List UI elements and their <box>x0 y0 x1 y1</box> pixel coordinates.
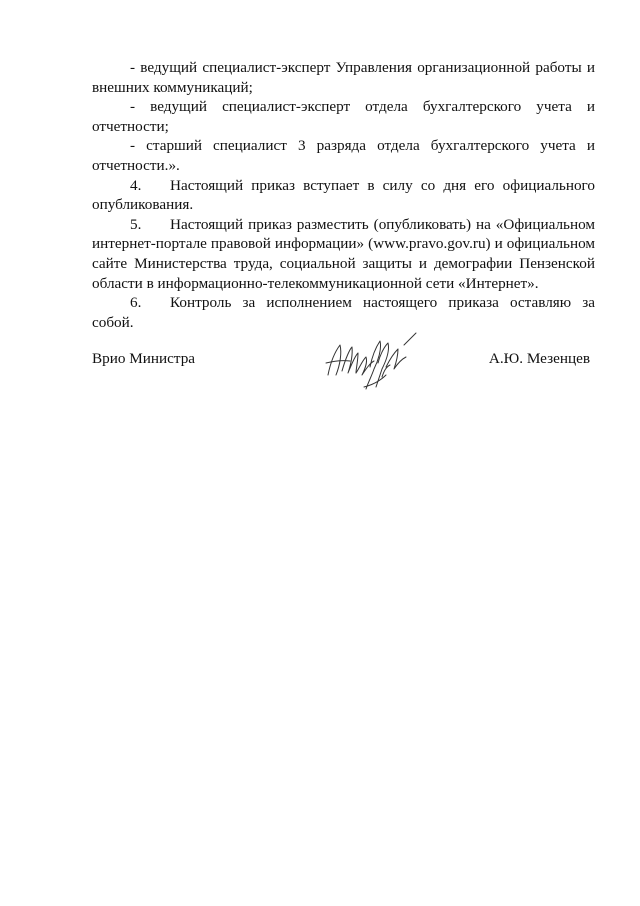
clause-number: 6. <box>130 294 142 312</box>
clause-text: Настоящий приказ вступает в силу со дня его официального опубликования. <box>92 176 595 214</box>
clause-number: 5. <box>130 215 142 233</box>
clause-number: 4. <box>130 176 142 194</box>
clause-text: Настоящий приказ разместить (опубликовать) на «Официальном интернет-портале правовой информации» (www.pravo.gov.ru) и официальном сайте Министерства труда, социальной защиты и демографии Пензенской области в информационно-телекоммуникационной сети «Интернет». <box>92 215 595 292</box>
list-item: - ведущий специалист-эксперт отдела бухгалтерского учета и отчетности; <box>92 98 595 135</box>
list-item: - ведущий специалист-эксперт Управления организационной работы и внешних коммуникаций; <box>92 59 595 96</box>
clause-text: Контроль за исполнением настоящего приказа оставляю за собой. <box>92 294 595 331</box>
document-body <box>92 58 595 332</box>
list-item: - старший специалист 3 разряда отдела бухгалтерского учета и отчетности.». <box>92 137 595 174</box>
numbered-clause-5 <box>92 215 595 293</box>
numbered-clause-4 <box>92 176 595 215</box>
signer-name: А.Ю. Мезенцев <box>488 350 590 367</box>
signatory-position: Врио Министра <box>92 350 196 367</box>
signature-block <box>92 349 595 409</box>
handwritten-signature-icon <box>320 327 420 393</box>
